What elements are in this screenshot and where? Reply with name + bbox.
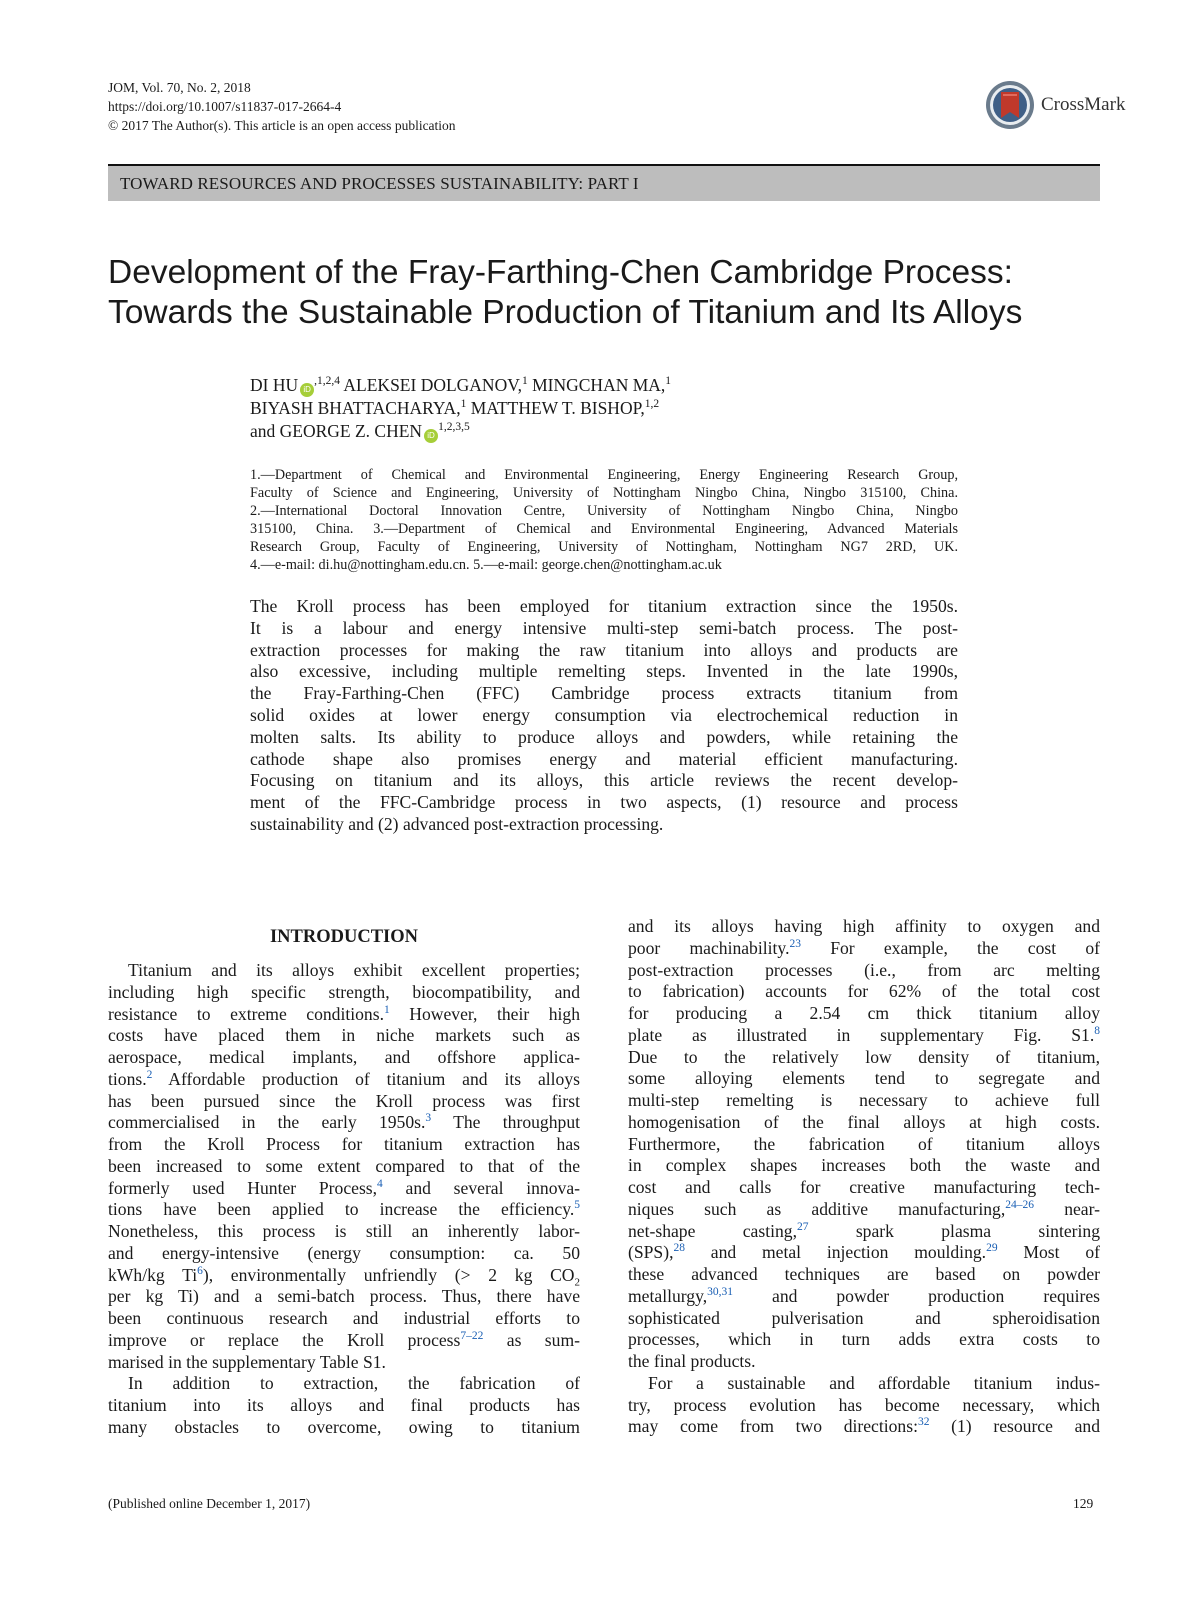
citation-link[interactable]: 7–22 <box>460 1329 484 1342</box>
orcid-icon[interactable]: iD <box>300 383 314 397</box>
body-line: cost and calls for creative manufacturing tech- <box>628 1177 1100 1197</box>
affiliation-line: 2.—International Doctoral Innovation Centre, University of Nottingham Ningbo China, Ningbo <box>250 502 958 519</box>
body-line: aerospace, medical implants, and offshore applica- <box>108 1047 580 1067</box>
body-line: formerly used Hunter Process,$^4$ and several innova- <box>108 1177 580 1198</box>
body-line: resistance to extreme conditions.$^1$ However, their high <box>108 1003 580 1024</box>
body-line: to fabrication) accounts for 62% of the total cost <box>628 981 1100 1002</box>
abstract-line: The Kroll process has been employed for titanium extraction since the 1950s. <box>250 596 958 616</box>
body-line: in complex shapes increases both the waste and <box>628 1155 1100 1176</box>
body-line: commercialised in the early 1950s.$^3$ The throughput <box>108 1112 581 1133</box>
body-line: plate as illustrated in supplementary Fig. S1.$^8$ <box>628 1024 1100 1045</box>
author-line-1 <box>250 374 671 397</box>
body-line: Titanium and its alloys exhibit excellent properties; <box>128 960 580 980</box>
body-line: homogenisation of the final alloys at high costs. <box>628 1111 1100 1132</box>
body-line: the final products. <box>628 1351 756 1371</box>
body-line: including high specific strength, biocompatibility, and <box>108 981 580 1002</box>
body-line: many obstacles to overcome, owing to titanium <box>108 1416 580 1437</box>
body-line: In addition to extraction, the fabrication of <box>128 1373 580 1394</box>
citation-link[interactable]: 1 <box>383 1003 390 1016</box>
body-line: Furthermore, the fabrication of titanium alloys <box>628 1133 1100 1154</box>
author-name: BIYASH BHATTACHARYA, <box>250 398 461 418</box>
abstract-line: Focusing on titanium and its alloys, this article reviews the recent develop- <box>250 770 958 791</box>
title-line-1: Development of the Fray-Farthing-Chen Cambridge Process: <box>108 254 1013 291</box>
body-line: kWh/kg Ti$^6$), environmentally unfriendly (> 2 kg $CO_2$ <box>108 1264 581 1289</box>
affiliation-line: 1.—Department of Chemical and Environmental Engineering, Energy Engineering Research Group, <box>250 467 958 483</box>
author-affiliation-marker: 1,2,3,5 <box>438 421 470 433</box>
body-line: per kg Ti) and a semi-batch process. Thus, there have <box>108 1286 580 1307</box>
crossmark-label: CrossMark <box>1041 94 1126 115</box>
body-line: metallurgy,$^{30,31}$ and powder production requires <box>628 1285 1100 1306</box>
author-name: MATTHEW T. BISHOP, <box>466 398 645 418</box>
author-affiliation-marker: 1 <box>460 398 467 410</box>
body-column-right <box>628 916 1100 1438</box>
abstract-line: also excessive, including multiple remelting steps. Invented in the late 1990s, <box>250 661 958 682</box>
citation-link[interactable]: 30,31 <box>707 1285 734 1298</box>
body-column-left <box>108 926 580 1439</box>
title-line-2: Towards the Sustainable Production of Titanium and Its Alloys <box>108 294 1023 331</box>
body-line: some alloying elements tend to segregate and <box>628 1068 1100 1089</box>
author-affiliation-marker: 1 <box>665 375 672 387</box>
body-line: improve or replace the Kroll process$^{7-22}$ as sum- <box>108 1329 580 1350</box>
body-line: been continuous research and industrial efforts to <box>108 1308 580 1328</box>
abstract-line: extraction processes for making the raw titanium into alloys and products are <box>250 639 958 660</box>
body-line: from the Kroll Process for titanium extraction has <box>108 1134 580 1154</box>
journal-metadata <box>108 78 456 135</box>
article-title <box>108 253 1108 333</box>
journal-citation: JOM, Vol. 70, No. 2, 2018 <box>108 80 251 95</box>
body-line: and energy-intensive (energy consumption: ca. 50 <box>108 1242 580 1263</box>
body-line: processes, which in turn adds extra costs to <box>628 1329 1100 1350</box>
body-line: niques such as additive manufacturing,$^{24-26}$ near- <box>628 1198 1100 1219</box>
author-name: ALEKSEI DOLGANOV, <box>340 375 522 395</box>
author-line-3 <box>250 420 671 443</box>
body-line: these advanced techniques are based on powder <box>628 1264 1100 1284</box>
body-line: post-extraction processes (i.e., from arc melting <box>628 959 1100 980</box>
body-line: (SPS),$^{28}$ and metal injection moulding.$^{29}$ Most of <box>628 1242 1100 1263</box>
body-line: For a sustainable and affordable titanium indus- <box>648 1372 1100 1393</box>
affiliation-line: 4.—e-mail: di.hu@nottingham.edu.cn. 5.—e-mail: george.chen@nottingham.ac.uk <box>250 556 722 573</box>
author-affiliation-marker: ,1,2,4 <box>314 375 340 387</box>
publication-date: (Published online December 1, 2017) <box>108 1496 311 1511</box>
author-list <box>250 374 671 443</box>
copyright-notice: © 2017 The Author(s). This article is an open access publication <box>108 118 456 133</box>
abstract-line: solid oxides at lower energy consumption via electrochemical reduction in <box>250 704 958 725</box>
citation-link[interactable]: 29 <box>986 1242 998 1255</box>
body-line: multi-step remelting is necessary to achieve full <box>628 1090 1100 1110</box>
body-line: and its alloys having high affinity to oxygen and <box>628 916 1100 936</box>
body-line: marised in the supplementary Table S1. <box>108 1351 386 1372</box>
abstract-line: ment of the FFC-Cambridge process in two aspects, (1) resource and process <box>250 792 958 813</box>
author-affiliation-marker: 1,2 <box>644 398 660 410</box>
body-line: may come from two directions:$^{32}$ (1) resource and <box>628 1416 1101 1437</box>
orcid-icon[interactable]: iD <box>424 429 438 443</box>
citation-link[interactable]: 4 <box>377 1177 383 1190</box>
citation-link[interactable]: 28 <box>673 1242 685 1255</box>
author-name: MINGCHAN MA, <box>527 375 666 395</box>
body-line: titanium into its alloys and final products has <box>108 1395 580 1415</box>
crossmark-badge[interactable] <box>985 80 1125 130</box>
crossmark-icon <box>985 80 1035 130</box>
affiliations <box>250 467 958 574</box>
body-line: net-shape casting,$^{27}$ spark plasma sintering <box>628 1220 1100 1241</box>
citation-link[interactable]: 32 <box>917 1416 930 1429</box>
body-line: Due to the relatively low density of titanium, <box>628 1046 1100 1067</box>
abstract-line: cathode shape also promises energy and material efficient manufacturing. <box>250 748 958 769</box>
citation-link[interactable]: 24–26 <box>1005 1198 1035 1211</box>
author-name: and GEORGE Z. CHEN <box>250 421 423 441</box>
body-line: been increased to some extent compared to that of the <box>108 1155 580 1176</box>
author-affiliation-marker: 1 <box>521 375 528 387</box>
body-line: try, process evolution has become necessary, which <box>628 1394 1100 1415</box>
body-line: tions have been applied to increase the efficiency.$^5$ <box>108 1199 580 1220</box>
abstract-line: It is a labour and energy intensive multi-step semi-batch process. The post- <box>250 617 958 638</box>
citation-link[interactable]: 2 <box>146 1068 153 1081</box>
affiliation-line: Faculty of Science and Engineering, University of Nottingham Ningbo China, Ningbo 315100, China. <box>250 484 958 501</box>
citation-link[interactable]: 27 <box>796 1220 809 1233</box>
section-banner: TOWARD RESOURCES AND PROCESSES SUSTAINABILITY: PART I <box>108 166 1100 201</box>
body-line: costs have placed them in niche markets such as <box>108 1025 580 1046</box>
affiliation-line: 315100, China. 3.—Department of Chemical and Environmental Engineering, Advanced Materials <box>250 520 958 537</box>
affiliation-line: Research Group, Faculty of Engineering, University of Nottingham, Nottingham NG7 2RD, UK. <box>250 538 958 555</box>
body-line: sophisticated pulverisation and spheroidisation <box>628 1307 1100 1328</box>
abstract-line: molten salts. Its ability to produce alloys and powders, while retaining the <box>250 726 958 747</box>
doi-link[interactable]: https://doi.org/10.1007/s11837-017-2664-4 <box>108 99 342 114</box>
citation-link[interactable]: 3 <box>425 1112 432 1125</box>
citation-link[interactable]: 5 <box>574 1199 580 1212</box>
section-heading-introduction: INTRODUCTION <box>269 927 419 947</box>
page-number: 129 <box>1073 1496 1094 1511</box>
author-name: DI HU <box>250 375 299 395</box>
body-line: poor machinability.$^{23}$ For example, the cost of <box>628 937 1100 958</box>
abstract-line: sustainability and (2) advanced post-extraction processing. <box>250 813 664 834</box>
abstract <box>250 596 958 836</box>
author-line-2 <box>250 397 671 420</box>
citation-link[interactable]: 6 <box>197 1264 203 1277</box>
citation-link[interactable]: 8 <box>1094 1024 1100 1037</box>
body-line: has been pursued since the Kroll process was first <box>108 1090 580 1111</box>
body-line: tions.$^2$ Affordable production of titanium and its alloys <box>108 1068 580 1089</box>
body-line: Nonetheless, this process is still an inherently labor- <box>108 1221 580 1241</box>
abstract-line: the Fray-Farthing-Chen (FFC) Cambridge process extracts titanium from <box>250 683 958 704</box>
body-line: for producing a 2.54 cm thick titanium alloy <box>628 1003 1100 1023</box>
citation-link[interactable]: 23 <box>789 937 801 950</box>
